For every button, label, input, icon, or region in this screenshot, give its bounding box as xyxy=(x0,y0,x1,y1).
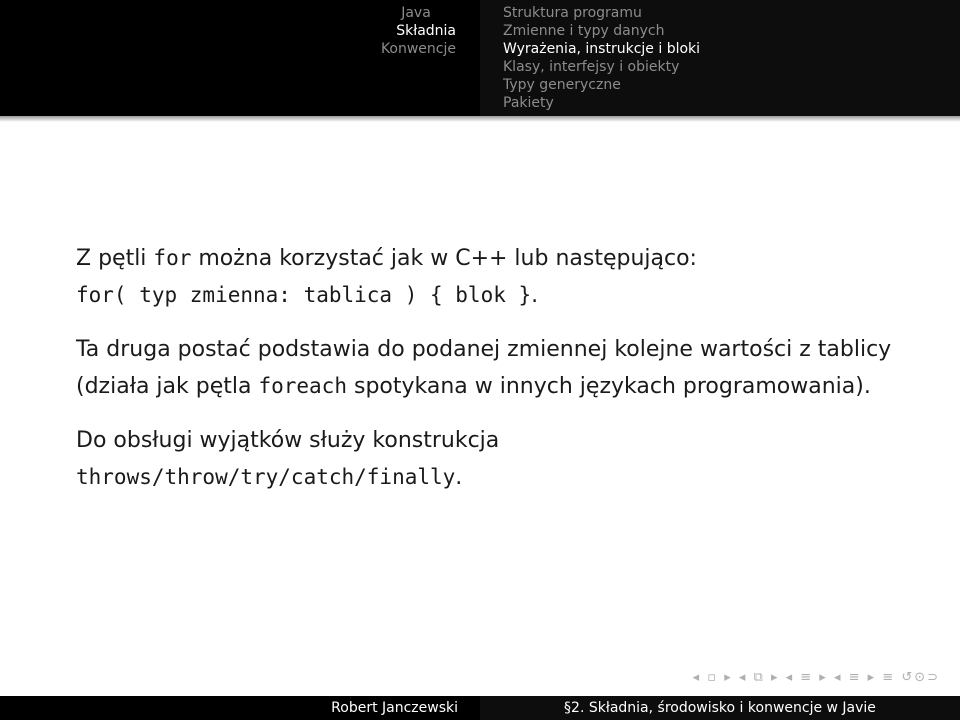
nav-subsection-klasy[interactable]: Klasy, interfejsy i obiekty xyxy=(503,59,680,75)
nav-section-java[interactable]: Java xyxy=(401,5,431,21)
beamer-navigation-icons[interactable]: ◂ ▫ ▸ ◂ ⧉ ▸ ◂ ≡ ▸ ◂ ≡ ▸ ≡ ↺⊙⊃ xyxy=(692,670,940,685)
nav-subsection-wyrazenia[interactable]: Wyrażenia, instrukcje i bloki xyxy=(503,41,701,57)
text: można korzystać jak w C++ lub następująco: xyxy=(191,246,697,271)
text: Z pętli xyxy=(76,246,154,271)
footer-title: §2. Składnia, środowisko i konwencje w Javie xyxy=(564,700,876,716)
text: Ta druga postać podstawia do podanej zmiennej kolejne wartości z tablicy (działa jak pętla xyxy=(76,337,892,399)
header-bar xyxy=(0,0,960,116)
code-inline: for xyxy=(153,246,192,270)
paragraph-exceptions xyxy=(76,423,896,496)
footer-title-box xyxy=(480,696,960,720)
code-line: for( typ zmienna: tablica ) { blok } xyxy=(76,283,532,307)
header-shadow xyxy=(0,116,960,122)
text: . xyxy=(455,465,463,490)
nav-subsection-pakiety[interactable]: Pakiety xyxy=(503,95,554,111)
text: Do obsługi wyjątków służy konstrukcja xyxy=(76,428,500,453)
nav-subsection-zmienne[interactable]: Zmienne i typy danych xyxy=(503,23,665,39)
nav-subsection-struktura[interactable]: Struktura programu xyxy=(503,5,642,21)
text: . xyxy=(531,283,539,308)
footer-bar xyxy=(0,696,960,720)
code-inline: foreach xyxy=(258,374,347,398)
nav-subsection-typy-generyczne[interactable]: Typy generyczne xyxy=(503,77,621,93)
header-subsection-nav xyxy=(480,0,960,116)
paragraph-for-loop xyxy=(76,240,896,314)
footer-author-box xyxy=(0,696,480,720)
text: spotykana w innych językach programowania). xyxy=(346,374,871,399)
header-section-nav xyxy=(0,0,480,116)
code-line: throws/throw/try/catch/finally xyxy=(76,465,456,489)
nav-section-skladnia[interactable]: Składnia xyxy=(396,23,456,39)
paragraph-foreach xyxy=(76,332,896,405)
slide-content xyxy=(76,240,896,496)
nav-section-konwencje[interactable]: Konwencje xyxy=(380,41,456,57)
footer-author: Robert Janczewski xyxy=(331,700,458,716)
